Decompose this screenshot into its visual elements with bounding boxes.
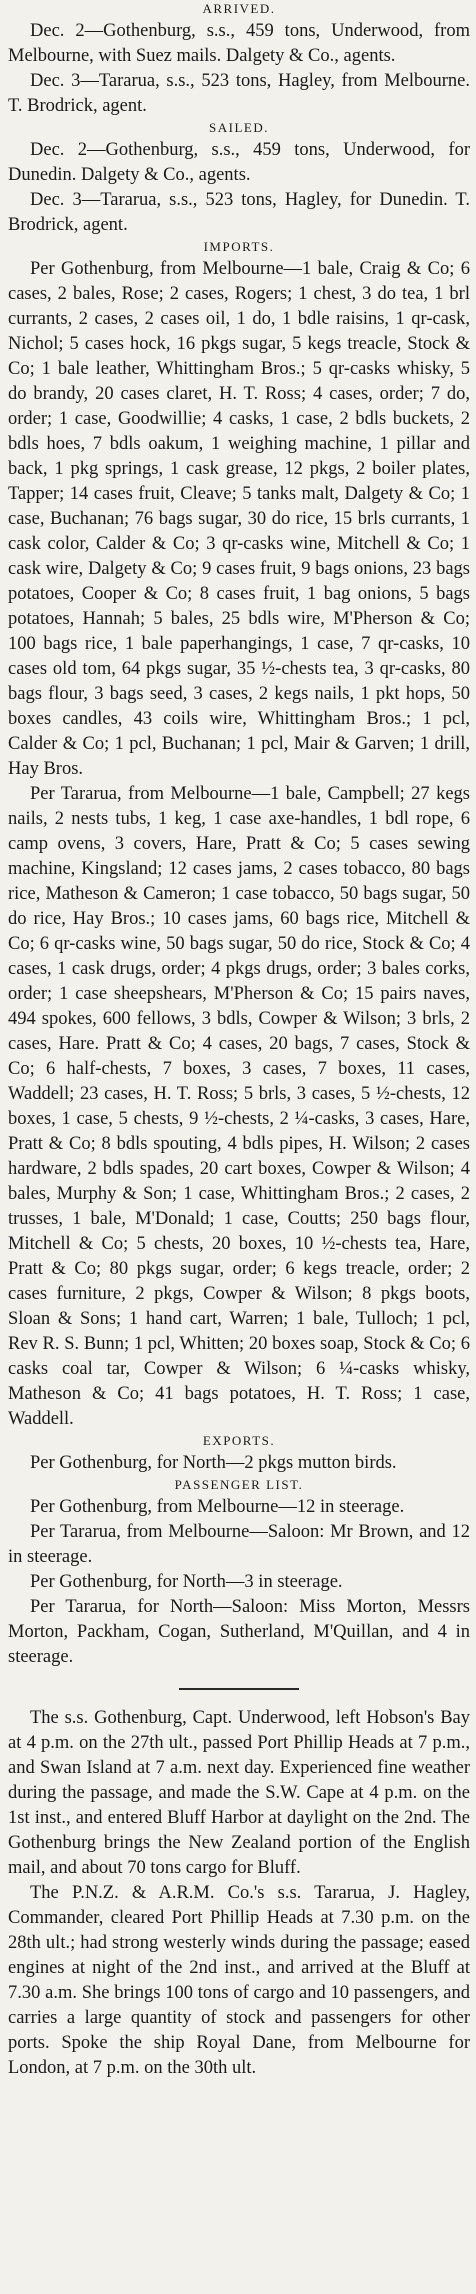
arrived-entry: Dec. 3—Tararua, s.s., 523 tons, Hagley, from Melbourne. T. Brodrick, agent. [8, 71, 470, 116]
imports-entry: Per Tararua, from Melbourne—1 bale, Campbell; 27 kegs nails, 2 nests tubs, 1 keg, 1 case axe-handles, 1 bdl rope, 6 camp ovens, 3 covers, Hare, Pratt & Co; 5 cases sewing machine, Kingsland; 12 cases jams, 2 cases tobacco, 80 bags rice, Matheson & Cameron; 1 case tobacco, 50 bags sugar, 50 do rice, Hay Bros.; 10 cases jams, 60 bags rice, Mitchell & Co; 6 qr-casks wine, 50 bags sugar, 50 do rice, Stock & Co; 4 cases, 1 cask drugs, order; 4 pkgs drugs, order; 3 bales corks, order; 1 case sheepshears, M'Pherson & Co; 15 pairs naves, 494 spokes, 600 fellows, 3 bdls, Cowper & Wilson; 3 brls, 2 cases, Hare. Pratt & Co; 4 cases, 20 bags, 7 cases, Stock & Co; 6 half-chests, 7 boxes, 3 cases, 7 boxes, 11 cases, Waddell; 23 cases, H. T. Ross; 5 brls, 3 cases, 5 ½-chests, 12 boxes, 1 case, 5 chests, 9 ½-chests, 2 ¼-casks, 3 cases, Hare, Pratt & Co; 8 bdls spouting, 4 bdls pipes, H. Wilson; 2 cases hardware, 2 bdls spades, 20 cart boxes, Cowper & Wilson; 4 bales, Murphy & Son; 1 case, Whittingham Bros.; 2 cases, 2 trusses, 1 bale, M'Donald; 1 case, Coutts; 250 bags flour, Mitchell & Co; 5 chests, 20 boxes, 10 ½-chests tea, Hare, Pratt & Co; 80 pkgs sugar, order; 6 kegs treacle, order; 2 cases furniture, 2 pkgs, Cowper & Wilson; 8 pkgs boots, Sloan & Sons; 1 hand cart, Warren; 1 bale, Tulloch; 1 pcl, Rev R. S. Bunn; 1 pcl, Whitten; 20 boxes soap, Stock & Co; 6 casks coal tar, Cowper & Wilson; 6 ¼-casks whisky, Matheson & Co; 41 bags potatoes, H. T. Ross; 1 case, Waddell. [8, 784, 470, 1429]
passenger-entry: Per Tararua, from Melbourne—Saloon: Mr Brown, and 12 in steerage. [8, 1522, 470, 1567]
passenger-entry: Per Gothenburg, for North—3 in steerage. [30, 1572, 343, 1592]
sailed-entry: Dec. 2—Gothenburg, s.s., 459 tons, Underwood, for Dunedin. Dalgety & Co., agents. [8, 140, 470, 185]
sailed-entry: Dec. 3—Tararua, s.s., 523 tons, Hagley, for Dunedin. T. Brodrick, agent. [8, 190, 470, 235]
news-paragraph: The P.N.Z. & A.R.M. Co.'s s.s. Tararua, J. Hagley, Commander, cleared Port Phillip Heads at 7.30 p.m. on the 28th ult.; had strong westerly winds during the passage; eased engines at night of the 2nd inst., and arrived at the Bluff at 7.30 a.m. She brings 100 tons of cargo and 10 passengers, and carries a large quantity of stock and passengers for other ports. Spoke the ship Royal Dane, from Melbourne for London, at 7 p.m. on the 30th ult. [8, 1883, 470, 2078]
arrived-heading: ARRIVED. [202, 1, 276, 16]
imports-heading: IMPORTS. [203, 239, 275, 254]
exports-heading: EXPORTS. [202, 1433, 276, 1448]
passenger-entry: Per Tararua, for North—Saloon: Miss Morton, Messrs Morton, Packham, Cogan, Sutherland, M'Quillan, and 4 in steerage. [8, 1597, 470, 1667]
news-paragraph: The s.s. Gothenburg, Capt. Underwood, left Hobson's Bay at 4 p.m. on the 27th ult., passed Port Phillip Heads at 7 p.m., and Swan Island at 7 a.m. next day. Experienced fine weather during the passage, and made the S.W. Cape at 4 p.m. on the 1st inst., and entered Bluff Harbor at daylight on the 2nd. The Gothenburg brings the New Zealand portion of the English mail, and about 70 tons cargo for Bluff. [8, 1708, 470, 1878]
newspaper-column [0, 2, 476, 2294]
arrived-entry: Dec. 2—Gothenburg, s.s., 459 tons, Underwood, from Melbourne, with Suez mails. Dalgety & Co., agents. [8, 21, 470, 66]
imports-entry: Per Gothenburg, from Melbourne—1 bale, Craig & Co; 6 cases, 2 bales, Rose; 2 cases, Rogers; 1 chest, 3 do tea, 1 brl currants, 2 cases, 2 cases oil, 1 do, 1 bdle raisins, 1 qr-cask, Nichol; 5 cases hock, 16 pkgs sugar, 5 kegs treacle, Stock & Co; 1 bale leather, Whittingham Bros.; 5 qr-casks whisky, 5 do brandy, 20 cases claret, H. T. Ross; 4 cases, order; 7 do, order; 1 case, Goodwillie; 4 casks, 1 case, 2 bdls buckets, 2 bdls hoes, 7 bdls oakum, 1 weighing machine, 1 pillar and back, 1 pkg springs, 1 cask grease, 12 pkgs, 2 boiler plates, Tapper; 14 cases fruit, Cleave; 5 tanks malt, Dalgety & Co; 1 case, Buchanan; 76 bags sugar, 30 do rice, 15 brls currants, 1 cask color, Calder & Co; 3 qr-casks wine, Mitchell & Co; 1 cask wire, Dalgety & Co; 9 cases fruit, 9 bags onions, 23 bags potatoes, Cooper & Co; 8 cases fruit, 1 bag onions, 5 bags potatoes, Hannah; 5 bales, 25 bdls wire, M'Pherson & Co; 100 bags rice, 1 bale paperhangings, 1 case, 7 qr-casks, 10 cases old tom, 64 pkgs sugar, 35 ½-chests tea, 3 qr-casks, 80 bags flour, 3 bags seed, 3 cases, 2 kegs nails, 1 pkt hops, 50 boxes candles, 43 coils wire, Whittingham Bros.; 1 pcl, Calder & Co; 1 pcl, Buchanan; 1 pcl, Mair & Garven; 1 drill, Hay Bros. [8, 259, 470, 779]
sailed-heading: SAILED. [209, 120, 269, 135]
passenger-list-heading: PASSENGER LIST. [174, 1477, 304, 1492]
passenger-entry: Per Gothenburg, from Melbourne—12 in steerage. [30, 1497, 405, 1517]
section-divider [179, 1688, 299, 1690]
exports-entry: Per Gothenburg, for North—2 pkgs mutton birds. [30, 1453, 397, 1473]
